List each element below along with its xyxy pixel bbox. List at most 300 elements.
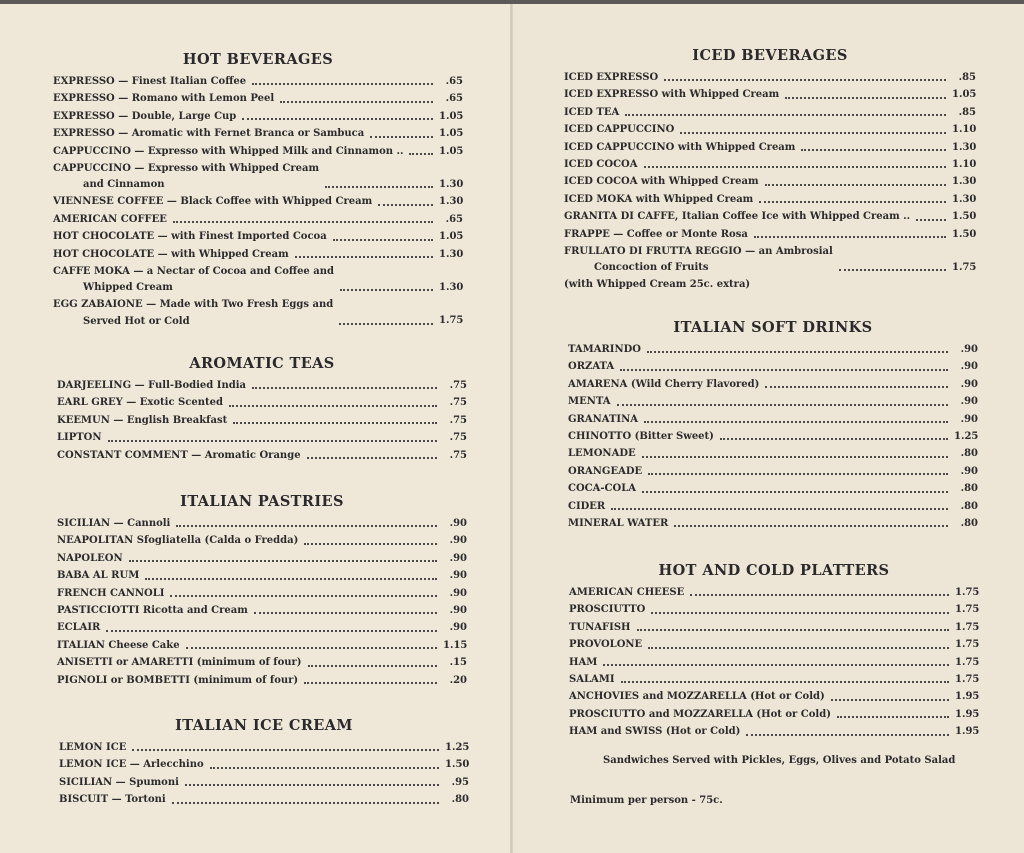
menu-item — [53, 263, 463, 296]
menu-item — [564, 208, 976, 225]
item-name — [568, 445, 636, 462]
item-price: .90 — [960, 378, 978, 390]
item-price: 1.05 — [439, 128, 464, 140]
dot-leader — [339, 323, 433, 325]
item-name-line: VIENNESE COFFEE — Black Coffee with Whipped Cream — [53, 196, 373, 208]
menu-item — [568, 463, 978, 480]
dot-leader — [647, 351, 948, 353]
item-price: .15 — [449, 657, 467, 669]
item-name — [564, 69, 658, 86]
dot-leader — [129, 560, 437, 562]
item-name-line: LIPTON — [57, 432, 102, 444]
item-name-line: PROSCIUTTO and MOZZARELLA (Hot or Cold) — [569, 708, 831, 720]
dot-leader — [252, 387, 437, 389]
item-list — [53, 73, 463, 330]
item-price: .90 — [960, 465, 978, 477]
item-name-line: MINERAL WATER — [568, 517, 669, 529]
menu-item — [53, 73, 463, 90]
item-price: .85 — [958, 106, 976, 118]
menu-item — [568, 428, 978, 445]
menu-item — [564, 86, 976, 103]
section-title: ITALIAN PASTRIES — [180, 493, 344, 510]
item-price: .65 — [445, 93, 463, 105]
menu-item — [59, 739, 469, 756]
item-name — [53, 90, 274, 107]
item-name — [53, 246, 289, 263]
dot-leader — [210, 767, 439, 769]
dot-leader — [765, 386, 948, 388]
item-name-line: MENTA — [568, 396, 611, 408]
item-price: 1.75 — [439, 315, 464, 327]
item-name — [568, 463, 642, 480]
menu-item — [57, 377, 467, 394]
menu-item — [568, 498, 978, 515]
item-name-line: HOT CHOCOLATE — with Finest Imported Cocoa — [53, 231, 327, 243]
item-name — [569, 584, 684, 601]
menu-item — [564, 173, 976, 190]
item-name — [59, 739, 126, 756]
item-price: 1.95 — [955, 708, 980, 720]
item-price: .90 — [449, 570, 467, 582]
item-price: 1.30 — [439, 281, 464, 293]
menu-item — [568, 480, 978, 497]
item-name — [53, 160, 319, 193]
item-price: 1.30 — [439, 248, 464, 260]
item-name — [568, 411, 638, 428]
dot-leader — [642, 491, 948, 493]
dot-leader — [229, 405, 437, 407]
menu-item — [57, 602, 467, 619]
item-name — [564, 139, 795, 156]
item-price: 1.30 — [952, 141, 977, 153]
dot-leader — [664, 79, 946, 81]
dot-leader — [759, 201, 946, 203]
menu-item — [57, 394, 467, 411]
dot-leader — [839, 269, 946, 271]
item-name-line: SALAMI — [569, 673, 615, 685]
item-price: 1.75 — [955, 621, 980, 633]
item-name — [564, 173, 759, 190]
item-name-line: FRENCH CANNOLI — [57, 587, 165, 599]
menu-item — [57, 429, 467, 446]
item-price: .20 — [449, 674, 467, 686]
item-name-line: EXPRESSO — Aromatic with Fernet Branca or Sambuca — [53, 128, 365, 140]
dot-leader — [611, 508, 948, 510]
menu-item — [569, 601, 979, 618]
item-price: .90 — [449, 604, 467, 616]
item-name — [57, 532, 298, 549]
item-name — [53, 73, 246, 90]
item-name-line: CAPPUCCINO — Expresso with Whipped Milk and Cinnamon .. — [53, 145, 404, 157]
item-name-line: EARL GREY — Exotic Scented — [57, 397, 223, 409]
item-name — [569, 601, 645, 618]
item-price: .90 — [449, 535, 467, 547]
section-title: ICED BEVERAGES — [692, 47, 848, 64]
item-name-line: ICED MOKA with Whipped Cream — [564, 193, 754, 205]
item-name — [57, 377, 246, 394]
item-price: .75 — [449, 397, 467, 409]
item-name-line: ICED TEA — [564, 106, 620, 118]
section-italian-ice-cream — [59, 716, 469, 809]
item-price: 1.75 — [955, 604, 980, 616]
menu-item — [569, 688, 979, 705]
item-price: 1.75 — [955, 639, 980, 651]
item-name — [53, 296, 333, 329]
item-name — [564, 191, 753, 208]
item-price: .80 — [960, 500, 978, 512]
dot-leader — [307, 457, 437, 459]
item-price: 1.30 — [952, 176, 977, 188]
item-name-line: PROSCIUTTO — [569, 604, 646, 616]
menu-item — [57, 619, 467, 636]
dot-leader — [690, 594, 949, 596]
item-name-line: EGG ZABAIONE — Made with Two Fresh Eggs and — [53, 299, 334, 311]
item-name — [57, 602, 248, 619]
item-name-line: CONSTANT COMMENT — Aromatic Orange — [57, 449, 301, 461]
item-name-line: SICILIAN — Spumoni — [59, 776, 179, 788]
menu-item — [569, 706, 979, 723]
item-name — [564, 243, 833, 276]
item-name-line: ORZATA — [568, 361, 615, 373]
item-name — [53, 143, 403, 160]
menu-item — [564, 139, 976, 156]
dot-leader — [642, 456, 948, 458]
item-name — [53, 108, 236, 125]
item-name — [59, 756, 204, 773]
item-price: 1.95 — [955, 726, 980, 738]
item-name — [57, 567, 139, 584]
item-name-line: ICED EXPRESSO — [564, 71, 659, 83]
item-price: 1.75 — [952, 261, 977, 273]
menu-item — [569, 654, 979, 671]
item-name — [57, 429, 102, 446]
dot-leader — [172, 802, 439, 804]
menu-item — [57, 585, 467, 602]
menu-item — [57, 532, 467, 549]
item-name-line: PIGNOLI or BOMBETTI (minimum of four) — [57, 674, 299, 686]
item-name-line: AMERICAN COFFEE — [53, 213, 167, 225]
item-name — [57, 412, 227, 429]
item-price: .90 — [449, 552, 467, 564]
dot-leader — [651, 612, 949, 614]
item-price: .95 — [451, 776, 469, 788]
menu-item — [53, 108, 463, 125]
item-name — [569, 671, 615, 688]
dot-leader — [173, 221, 433, 223]
item-name — [57, 447, 301, 464]
dot-leader — [252, 83, 433, 85]
menu-item — [53, 193, 463, 210]
item-name — [568, 515, 668, 532]
dot-leader — [617, 404, 949, 406]
dot-leader — [831, 699, 949, 701]
menu-item — [59, 791, 469, 808]
menu-item — [53, 246, 463, 263]
dot-leader — [170, 595, 437, 597]
item-name-line: ANCHOVIES and MOZZARELLA (Hot or Cold) — [569, 691, 825, 703]
item-name — [568, 393, 611, 410]
dot-leader — [325, 186, 433, 188]
item-name-line: ITALIAN Cheese Cake — [57, 639, 180, 651]
minimum-note: Minimum per person - 75c. — [570, 795, 723, 806]
menu-item — [564, 121, 976, 138]
item-price: 1.15 — [443, 639, 468, 651]
item-name-line: HOT CHOCOLATE — with Whipped Cream — [53, 248, 289, 260]
item-name-line: AMERICAN CHEESE — [569, 586, 685, 598]
item-name — [564, 104, 619, 121]
item-list — [57, 377, 467, 464]
menu-item — [57, 567, 467, 584]
dot-leader — [837, 716, 949, 718]
item-price: .75 — [449, 449, 467, 461]
item-price: 1.75 — [955, 586, 980, 598]
dot-leader — [185, 784, 439, 786]
item-price: .80 — [960, 448, 978, 460]
menu-item — [53, 228, 463, 245]
dot-leader — [233, 422, 437, 424]
item-price: .80 — [960, 517, 978, 529]
item-name-line: NEAPOLITAN Sfogliatella (Calda o Fredda) — [57, 535, 299, 547]
dot-leader — [295, 256, 433, 258]
item-name — [57, 394, 223, 411]
dot-leader — [132, 749, 439, 751]
dot-leader — [754, 236, 946, 238]
item-name — [568, 376, 759, 393]
item-name — [57, 619, 100, 636]
dot-leader — [674, 525, 948, 527]
menu-item — [57, 672, 467, 689]
item-name-line: NAPOLEON — [57, 552, 123, 564]
item-name — [564, 121, 674, 138]
right-page — [513, 4, 1024, 853]
section-title: ITALIAN SOFT DRINKS — [673, 319, 873, 336]
item-name-line: HAM and SWISS (Hot or Cold) — [569, 726, 741, 738]
menu-item — [53, 90, 463, 107]
item-list — [57, 515, 467, 689]
dot-leader — [620, 369, 948, 371]
section-aromatic-teas — [57, 354, 467, 464]
dot-leader — [304, 543, 437, 545]
menu-item — [57, 447, 467, 464]
left-page — [0, 4, 510, 853]
item-name — [53, 193, 372, 210]
menu-item — [59, 774, 469, 791]
menu-item — [569, 584, 979, 601]
dot-leader — [186, 647, 437, 649]
item-price: .75 — [449, 379, 467, 391]
dot-leader — [746, 734, 949, 736]
menu-item — [564, 191, 976, 208]
item-price: .90 — [960, 361, 978, 373]
item-name — [569, 723, 740, 740]
item-name-line: AMARENA (Wild Cherry Flavored) — [568, 378, 760, 390]
item-name-line: ECLAIR — [57, 622, 101, 634]
section-title: HOT BEVERAGES — [182, 51, 334, 68]
item-name — [568, 480, 636, 497]
item-price: 1.95 — [955, 691, 980, 703]
menu-item — [569, 671, 979, 688]
menu-item — [53, 125, 463, 142]
item-name-line: GRANITA DI CAFFE, Italian Coffee Ice with Whipped Cream .. — [564, 211, 911, 223]
sandwich-note: Sandwiches Served with Pickles, Eggs, Olives and Potato Salad — [603, 755, 956, 766]
item-name — [53, 228, 327, 245]
dot-leader — [637, 629, 949, 631]
item-price: 1.75 — [955, 656, 980, 668]
dot-leader — [603, 664, 949, 666]
item-name-line: CHINOTTO (Bitter Sweet) — [568, 430, 714, 442]
section-italian-pastries — [57, 492, 467, 689]
item-name-line: BISCUIT — Tortoni — [59, 794, 166, 806]
item-name-line: LEMON ICE — Arlecchino — [59, 759, 204, 771]
item-name — [53, 263, 334, 296]
dot-leader — [409, 153, 433, 155]
section-title: HOT AND COLD PLATTERS — [658, 562, 890, 579]
item-price: 1.30 — [439, 196, 464, 208]
menu-item — [53, 143, 463, 160]
item-name — [568, 341, 641, 358]
item-price: .75 — [449, 432, 467, 444]
item-price: .90 — [960, 396, 978, 408]
item-name — [57, 550, 123, 567]
item-name — [569, 619, 631, 636]
item-name-line: CAFFE MOKA — a Nectar of Cocoa and Coffee and — [53, 265, 335, 277]
item-name-note: (with Whipped Cream 25c. extra) — [564, 279, 751, 291]
item-list — [568, 341, 978, 532]
item-price: 1.50 — [952, 228, 977, 240]
dot-leader — [916, 219, 946, 221]
dot-leader — [720, 438, 948, 440]
section-iced-beverages — [564, 46, 976, 294]
item-name-line: LEMONADE — [568, 448, 636, 460]
item-name-line: COCA-COLA — [568, 483, 636, 495]
menu-item — [569, 723, 979, 740]
dot-leader — [625, 114, 946, 116]
menu-item — [53, 211, 463, 228]
item-name-line: ANISETTI or AMARETTI (minimum of four) — [57, 657, 302, 669]
item-name — [569, 706, 831, 723]
item-name — [569, 654, 597, 671]
dot-leader — [765, 184, 946, 186]
menu-item — [568, 445, 978, 462]
dot-leader — [176, 525, 437, 527]
item-price: .75 — [449, 414, 467, 426]
dot-leader — [648, 647, 949, 649]
item-price: .65 — [445, 75, 463, 87]
item-name — [57, 515, 170, 532]
dot-leader — [680, 132, 946, 134]
item-name — [57, 637, 180, 654]
menu-item — [568, 393, 978, 410]
item-name-line: SICILIAN — Cannoli — [57, 517, 171, 529]
item-name — [57, 654, 302, 671]
item-price: .65 — [445, 213, 463, 225]
item-price: 1.05 — [439, 110, 464, 122]
section-italian-soft-drinks — [568, 318, 978, 532]
menu-item — [569, 619, 979, 636]
item-name-line: CAPPUCCINO — Expresso with Whipped Cream — [53, 162, 320, 174]
item-price: 1.10 — [952, 158, 977, 170]
item-name — [568, 358, 614, 375]
item-price: 1.05 — [952, 89, 977, 101]
dot-leader — [242, 118, 433, 120]
menu-item — [57, 515, 467, 532]
item-name — [59, 791, 166, 808]
item-price: 1.05 — [439, 231, 464, 243]
item-name — [564, 226, 748, 243]
menu-item — [564, 243, 976, 276]
menu-item — [568, 515, 978, 532]
dot-leader — [304, 682, 437, 684]
section-hot-beverages — [53, 50, 463, 330]
item-price: 1.10 — [952, 124, 977, 136]
item-name — [564, 86, 779, 103]
dot-leader — [254, 612, 437, 614]
item-name-line: ICED COCOA — [564, 158, 638, 170]
item-list — [564, 69, 976, 294]
item-price: 1.50 — [952, 211, 977, 223]
item-name — [568, 428, 714, 445]
item-price: .90 — [960, 413, 978, 425]
item-name-line: ICED CAPPUCCINO — [564, 124, 675, 136]
item-name — [564, 208, 910, 225]
item-price: 1.30 — [439, 178, 464, 190]
item-name — [568, 498, 605, 515]
item-price: .90 — [449, 587, 467, 599]
dot-leader — [785, 97, 946, 99]
dot-leader — [308, 665, 437, 667]
item-price: 1.25 — [954, 430, 979, 442]
item-price: 1.25 — [445, 741, 470, 753]
dot-leader — [644, 421, 948, 423]
dot-leader — [370, 136, 433, 138]
dot-leader — [648, 473, 948, 475]
menu-item — [564, 104, 976, 121]
item-price: 1.75 — [955, 673, 980, 685]
dot-leader — [280, 101, 433, 103]
dot-leader — [644, 166, 946, 168]
menu-item — [568, 358, 978, 375]
item-price: .90 — [449, 517, 467, 529]
item-price: .90 — [960, 343, 978, 355]
item-name-line: PROVOLONE — [569, 639, 643, 651]
menu-item — [53, 160, 463, 193]
item-name-line: EXPRESSO — Romano with Lemon Peel — [53, 93, 275, 105]
menu-item — [564, 226, 976, 243]
dot-leader — [801, 149, 946, 151]
item-name-line: DARJEELING — Full-Bodied India — [57, 379, 246, 391]
section-hot-and-cold-platters — [569, 561, 979, 741]
item-name-line: BABA AL RUM — [57, 570, 140, 582]
item-name-line: LEMON ICE — [59, 741, 127, 753]
menu-item — [57, 412, 467, 429]
item-price: 1.50 — [445, 759, 470, 771]
item-name-line: ICED EXPRESSO with Whipped Cream — [564, 89, 780, 101]
item-name — [53, 211, 167, 228]
menu-item — [57, 550, 467, 567]
item-note-row — [564, 276, 976, 293]
menu-item — [59, 756, 469, 773]
item-name-line: ICED CAPPUCCINO with Whipped Cream — [564, 141, 796, 153]
item-name-line: TAMARINDO — [568, 343, 641, 355]
menu-item — [57, 637, 467, 654]
item-name-line: EXPRESSO — Double, Large Cup — [53, 110, 237, 122]
item-name — [569, 688, 825, 705]
item-name-continuation: Whipped Cream — [83, 282, 173, 294]
item-name — [57, 672, 298, 689]
menu-item — [564, 69, 976, 86]
menu-item — [564, 156, 976, 173]
item-name — [59, 774, 179, 791]
